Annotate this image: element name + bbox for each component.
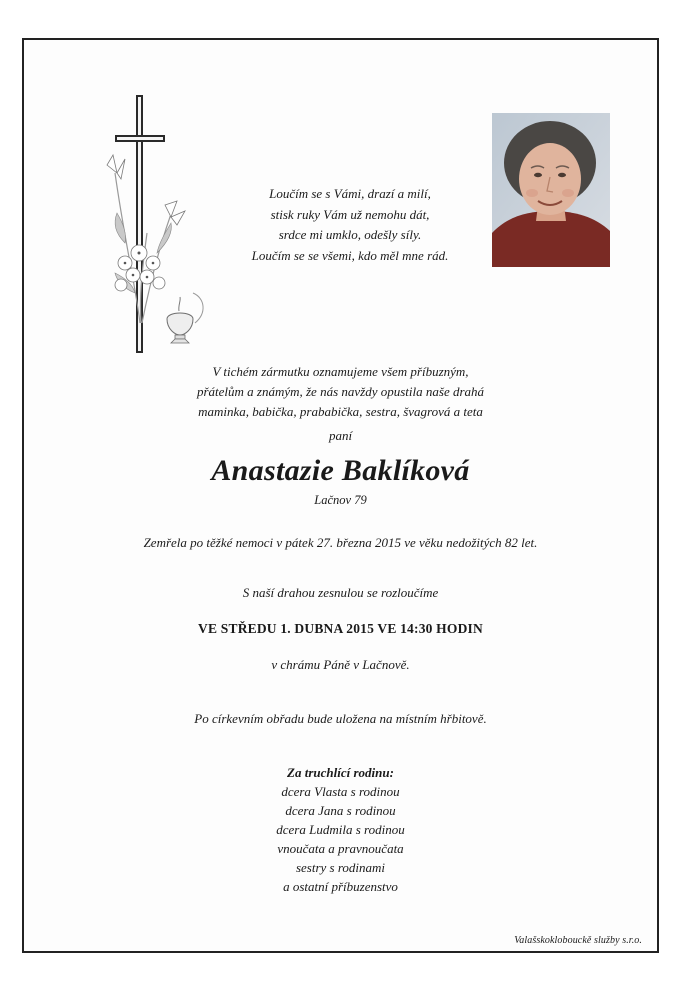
burial-note: Po církevním obřadu bude uložena na místním hřbitově. <box>194 711 487 726</box>
announcement-text <box>24 362 657 422</box>
farewell-intro: S naší drahou zesnulou se rozloučíme <box>242 585 439 600</box>
family-member: dcera Jana s rodinou <box>285 803 396 818</box>
poem-line: Loučím se se všemi, kdo měl mne rád. <box>251 247 449 263</box>
family-member: dcera Vlasta s rodinou <box>281 784 400 799</box>
family-member: dcera Ludmila s rodinou <box>276 822 405 837</box>
death-notice: Zemřela po těžké nemoci v pátek 27. března 2015 ve věku nedožitých 82 let. <box>143 535 538 550</box>
announcement-line: maminka, babička, prababička, sestra, švagrová a teta <box>198 404 483 419</box>
poem-line: stisk ruky Vám už nemohu dát, <box>270 206 430 222</box>
farewell-poem <box>230 184 470 266</box>
ceremony-place: v chrámu Páně v Lačnově. <box>271 657 410 672</box>
announcement-line: přátelům a známým, že nás navždy opustila naše drahá <box>196 384 485 399</box>
deceased-portrait-photo <box>492 113 610 267</box>
deceased-address: Lačnov 79 <box>314 493 367 507</box>
ceremony-date: VE STŘEDU 1. DUBNA 2015 VE 14:30 HODIN <box>198 621 483 636</box>
family-member: vnoučata a pravnoučata <box>277 841 404 856</box>
deceased-name: Anastazie Baklíková <box>211 454 470 487</box>
family-member: a ostatní příbuzenstvo <box>283 879 398 894</box>
family-list <box>24 763 657 896</box>
family-heading: Za truchlící rodinu: <box>287 765 394 780</box>
announcement-line: V tichém zármutku oznamujeme všem příbuzným, <box>212 364 469 379</box>
family-member: sestry s rodinami <box>295 860 386 875</box>
honorific: paní <box>328 428 353 443</box>
poem-line: srdce mi umklo, odešly síly. <box>278 227 422 242</box>
funeral-service-credit: Valašskoklobouckě služby s.r.o. <box>514 935 642 946</box>
cross-with-lilies-icon <box>95 93 215 358</box>
poem-line: Loučím se s Vámi, drazí a milí, <box>269 186 431 201</box>
